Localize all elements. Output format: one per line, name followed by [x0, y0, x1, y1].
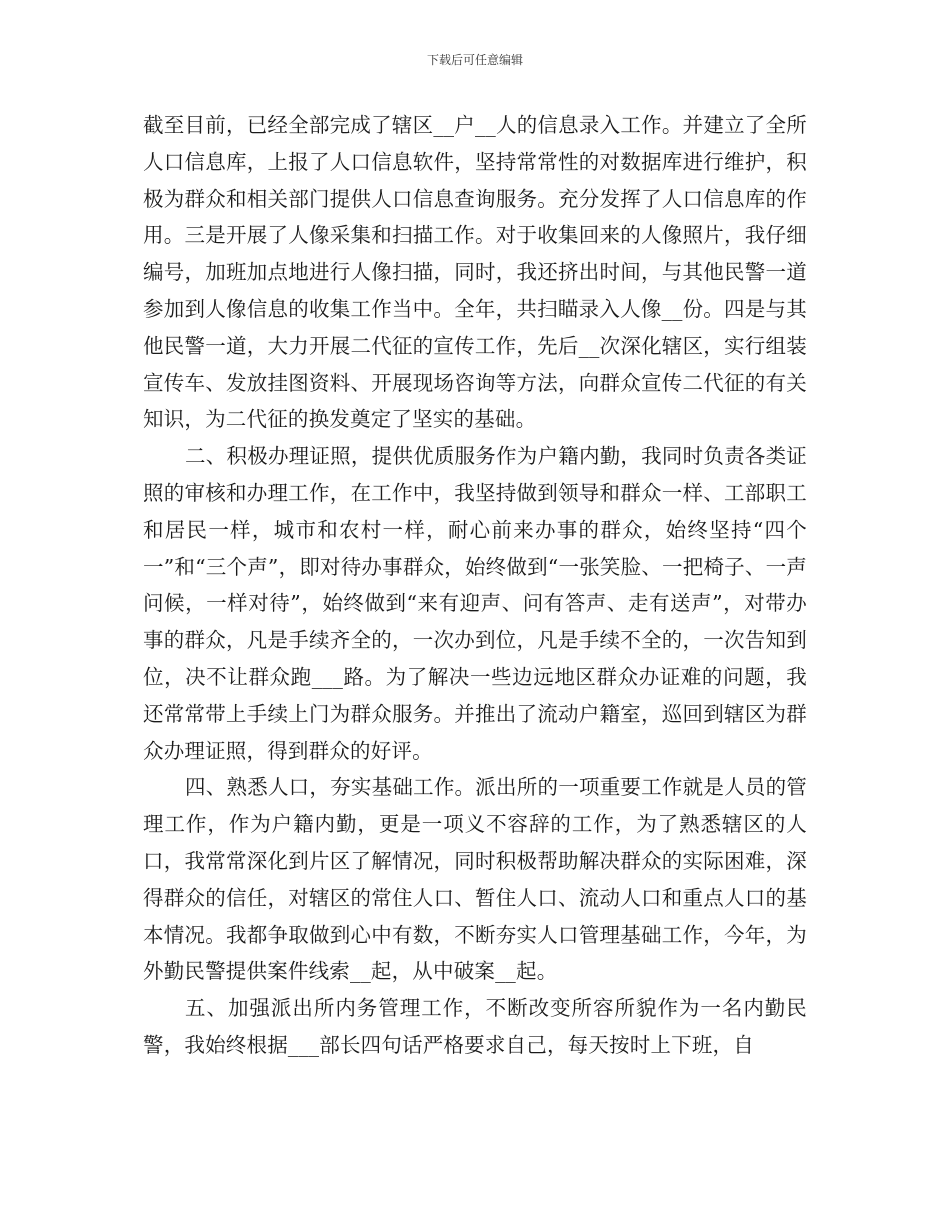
page-header: 下载后可任意编辑 [426, 53, 523, 67]
paragraph-4: 五、加强派出所内务管理工作，不断改变所容所貌作为一名内勤民警，我始终根据___部长四句话严格要求自己，每天按时上下班，自 [143, 996, 807, 1057]
paragraph-2: 二、积极办理证照，提供优质服务作为户籍内勤，我同时负责各类证照的审核和办理工作，在工作中，我坚持做到领导和群众一样、工部职工和居民一样，城市和农村一样，耐心前来办事的群众，始终坚持“四个一”和“三个声”，即对待办事群众，始终做到“一张笑脸、一把椅子、一声问候，一样对待”，始终做到“来有迎声、问有答声、走有送声”，对带办事的群众，凡是手续齐全的，一次办到位，凡是手续不全的，一次告知到位，决不让群众跑___路。为了解决一些边远地区群众办证难的问题，我还常常带上手续上门为群众服务。并推出了流动户籍室，巡回到辖区为群众办理证照，得到群众的好评。 [143, 444, 807, 763]
paragraph-3: 四、熟悉人口，夯实基础工作。派出所的一项重要工作就是人员的管理工作，作为户籍内勤，更是一项义不容辞的工作，为了熟悉辖区的人口，我常常深化到片区了解情况，同时积极帮助解决群众的实际困难，深得群众的信任，对辖区的常住人口、暂住人口、流动人口和重点人口的基本情况。我都争取做到心中有数，不断夯实人口管理基础工作，今年，为外勤民警提供案件线索__起，从中破案__起。 [143, 775, 807, 984]
paragraph-1: 截至目前，已经全部完成了辖区__户__人的信息录入工作。并建立了全所人口信息库，上报了人口信息软件，坚持常常性的对数据库进行维护，积极为群众和相关部门提供人口信息查询服务。充分发挥了人口信息库的作用。三是开展了人像采集和扫描工作。对于收集回来的人像照片，我仔细编号，加班加点地进行人像扫描，同时，我还挤出时间，与其他民警一道参加到人像信息的收集工作当中。全年，共扫瞄录入人像__份。四是与其他民警一道，大力开展二代征的宣传工作，先后__次深化辖区，实行组装宣传车、发放挂图资料、开展现场咨询等方法，向群众宣传二代征的有关知识，为二代征的换发奠定了坚实的基础。 [143, 113, 807, 432]
document-body [143, 107, 807, 1064]
